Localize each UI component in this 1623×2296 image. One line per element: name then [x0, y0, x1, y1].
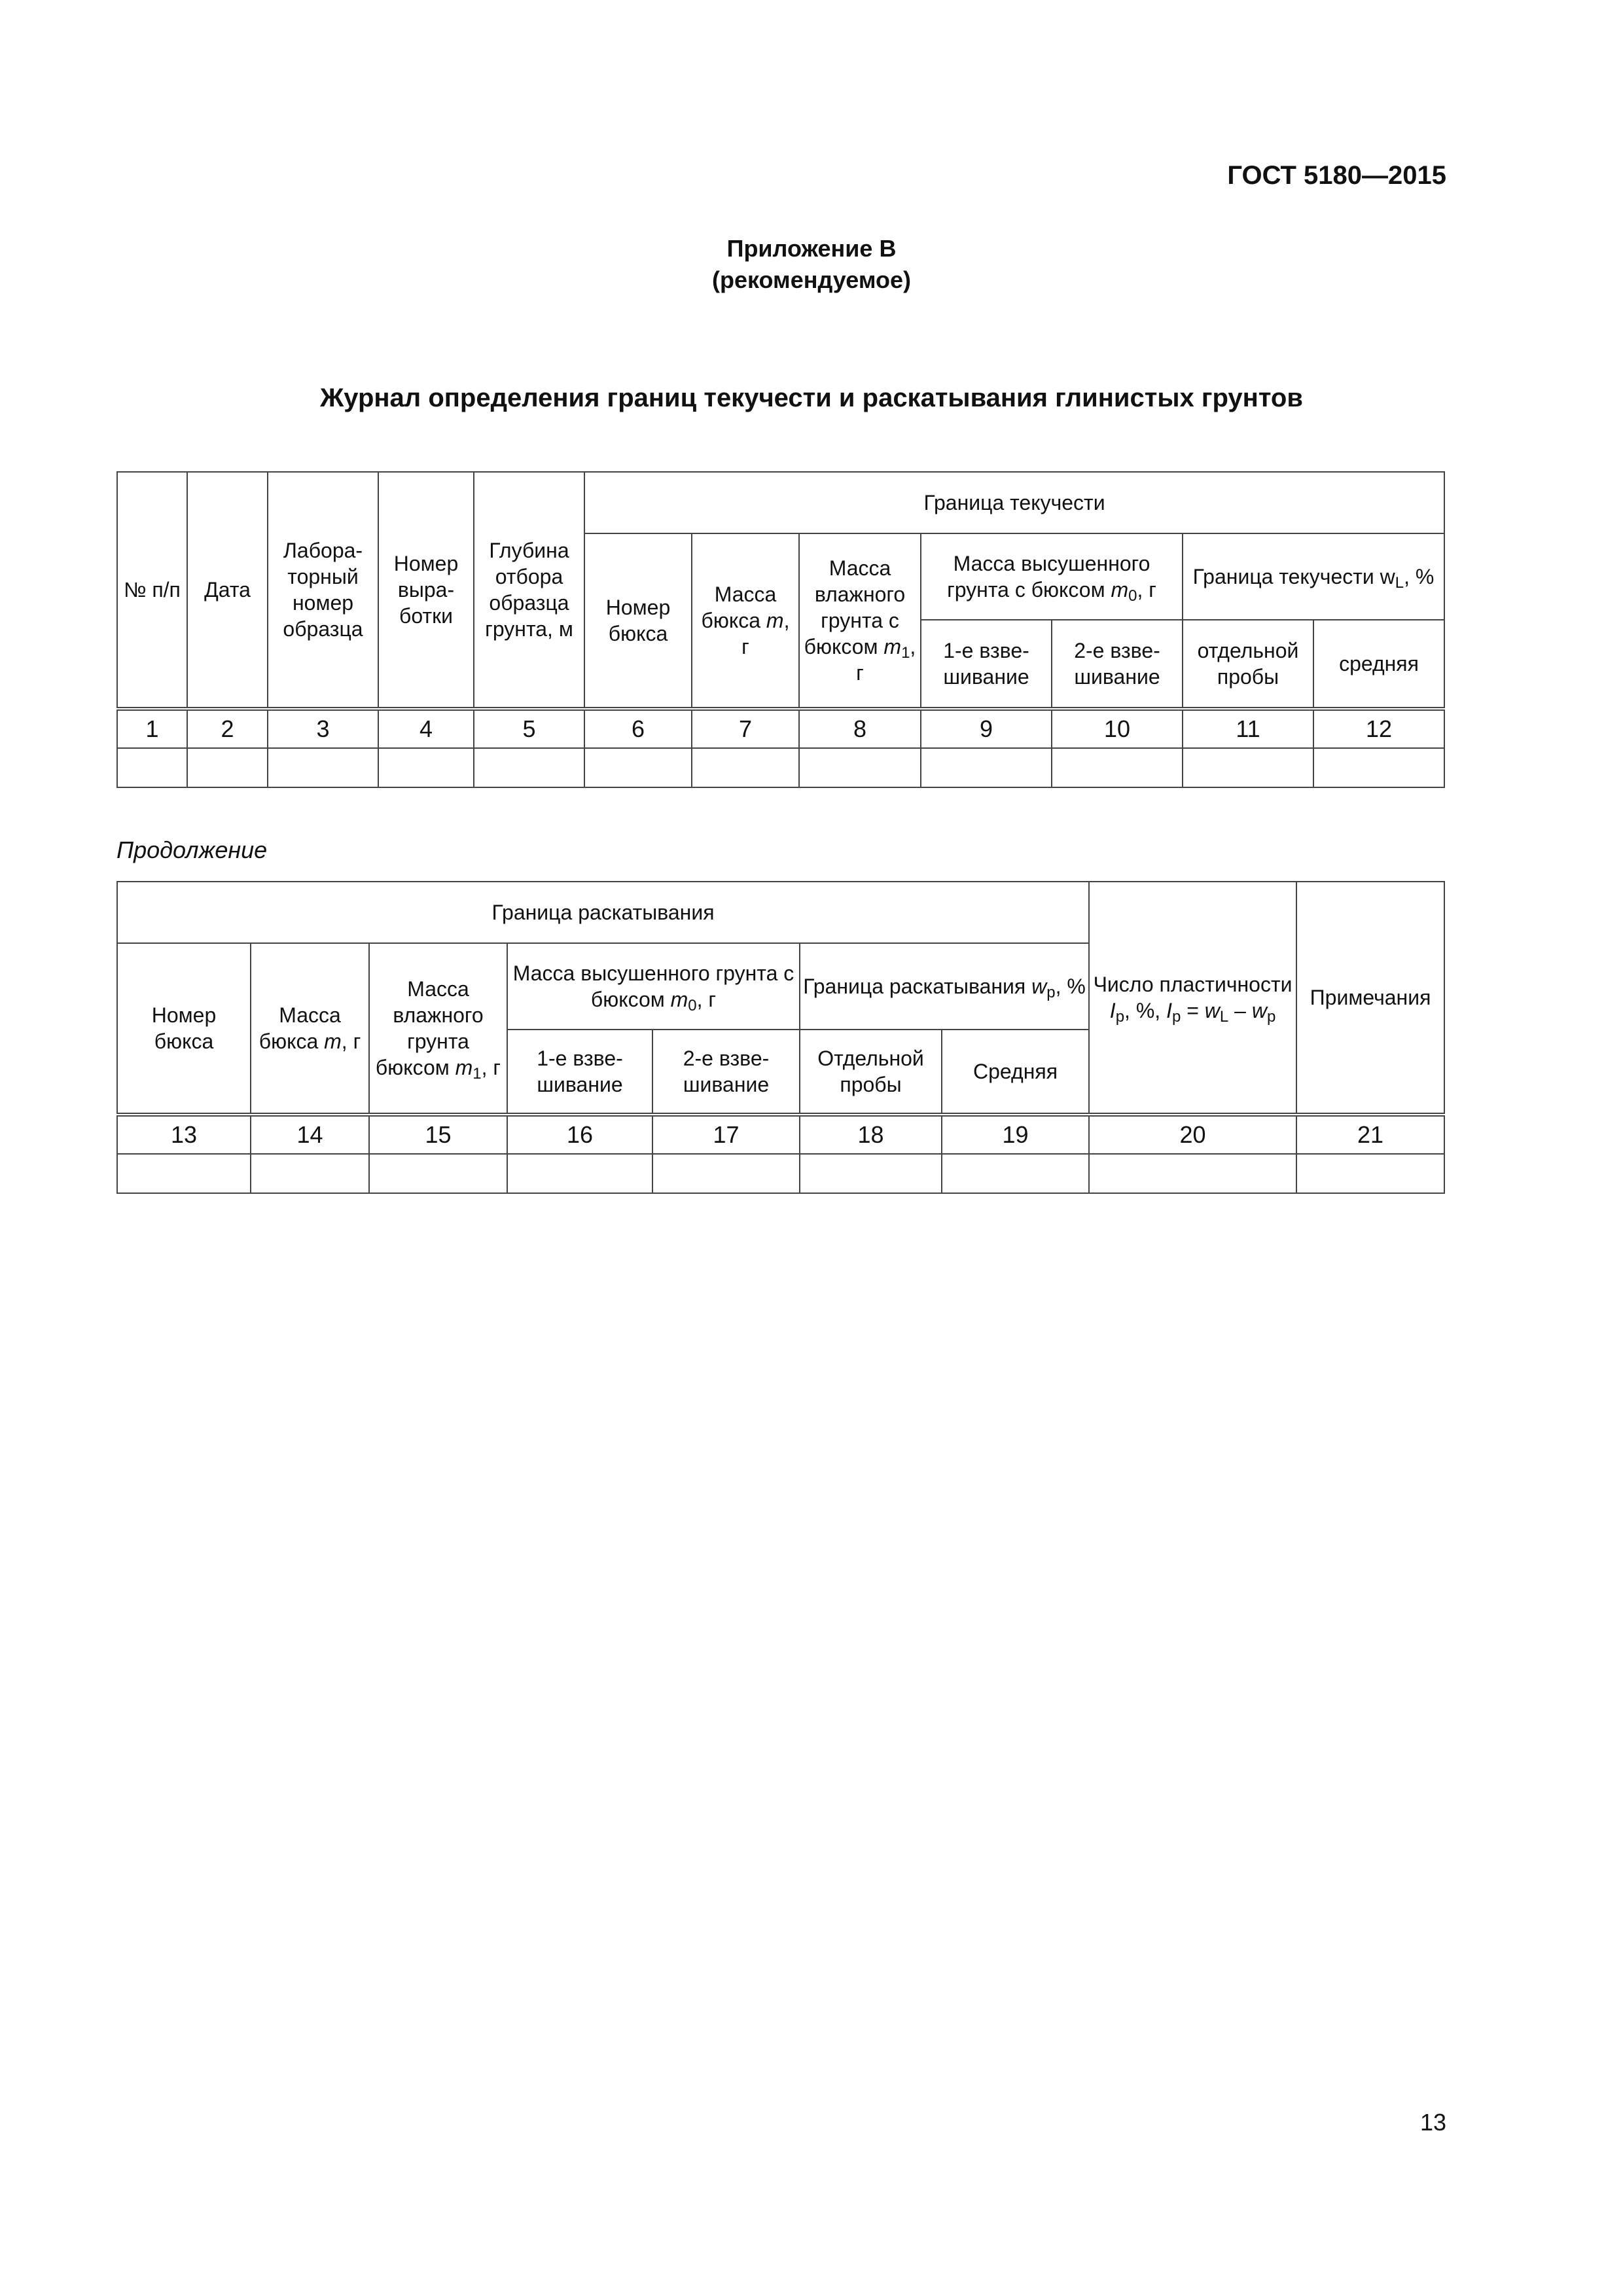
appendix-heading	[0, 233, 1623, 296]
empty-cell	[378, 748, 474, 787]
column-number: 17	[652, 1115, 800, 1154]
col-cup-number-header: Номер бюкса	[117, 943, 251, 1115]
column-number: 5	[474, 709, 584, 748]
pi-subscript-2: p	[1171, 1008, 1181, 1026]
standard-code: ГОСТ 5180—2015	[1227, 161, 1446, 190]
column-numbers-row	[117, 709, 1444, 748]
group-dry-mass	[921, 533, 1183, 620]
col-plasticity-index-header	[1089, 882, 1296, 1115]
col-average-header: Средняя	[942, 1030, 1089, 1115]
pi-symbol-2: I	[1166, 999, 1172, 1022]
dry-mass-unit: , г	[696, 988, 717, 1011]
group-liquid-limit-value	[1183, 533, 1444, 620]
column-numbers-row	[117, 1115, 1444, 1154]
wet-mass-text: Масса влажного грунта с бюксом	[804, 556, 906, 658]
column-number: 11	[1183, 709, 1313, 748]
col-date-header: Дата	[187, 472, 268, 709]
column-number: 4	[378, 709, 474, 748]
cup-mass-text: Масса бюкса	[259, 1003, 341, 1053]
pi-wl-subscript: L	[1219, 1008, 1229, 1026]
col-weighing2-header: 2-е взве-шивание	[1052, 620, 1183, 709]
column-number: 7	[692, 709, 799, 748]
column-number: 1	[117, 709, 187, 748]
col-number-header: № п/п	[117, 472, 187, 709]
empty-cell	[507, 1154, 652, 1193]
wet-mass-unit: , г	[856, 635, 916, 685]
empty-cell	[251, 1154, 369, 1193]
wet-mass-subscript: 1	[473, 1065, 482, 1083]
cup-mass-text: Масса бюкса	[701, 583, 777, 632]
col-single-sample-header: отдельной пробы	[1183, 620, 1313, 709]
col-cup-number-header: Номер бюкса	[584, 533, 692, 709]
col-wet-mass-header	[369, 943, 507, 1115]
plastic-limit-table	[116, 881, 1445, 1194]
empty-data-row	[117, 1154, 1444, 1193]
col-average-header: средняя	[1313, 620, 1444, 709]
dry-mass-symbol: m	[670, 988, 688, 1011]
col-notes-header: Примечания	[1296, 882, 1444, 1115]
wet-mass-unit: , г	[481, 1056, 501, 1079]
appendix-title: Приложение В	[726, 235, 897, 262]
wp-text: Граница раскатывания	[803, 975, 1032, 998]
pi-subscript: p	[1115, 1008, 1125, 1026]
empty-cell	[268, 748, 378, 787]
column-number: 8	[799, 709, 921, 748]
dry-mass-subscript: 0	[688, 997, 697, 1014]
wet-mass-subscript: 1	[901, 644, 910, 662]
group-liquid-limit: Граница текучести	[584, 472, 1444, 533]
pi-symbol: I	[1109, 999, 1116, 1022]
col-cup-mass-header	[692, 533, 799, 709]
column-number: 3	[268, 709, 378, 748]
wet-mass-symbol: m	[883, 635, 902, 658]
dry-mass-unit: , г	[1137, 578, 1156, 601]
wp-symbol: w	[1031, 975, 1047, 998]
empty-cell	[584, 748, 692, 787]
group-plastic-limit: Граница раскатывания	[117, 882, 1089, 943]
empty-cell	[800, 1154, 942, 1193]
wet-mass-text: Масса влажного грунта бюксом	[375, 977, 484, 1079]
empty-cell	[1296, 1154, 1444, 1193]
dry-mass-subscript: 0	[1128, 587, 1137, 605]
empty-cell	[117, 748, 187, 787]
journal-title: Журнал определения границ текучести и раскатывания глинистых грунтов	[320, 384, 1303, 412]
column-number: 10	[1052, 709, 1183, 748]
wp-unit: , %	[1055, 975, 1086, 998]
empty-cell	[1313, 748, 1444, 787]
column-number: 20	[1089, 1115, 1296, 1154]
dry-mass-text: Масса высушенного грунта с бюксом	[512, 961, 794, 1011]
group-plastic-limit-value	[800, 943, 1089, 1030]
wl-unit: , %	[1404, 565, 1435, 588]
empty-cell	[187, 748, 268, 787]
column-number: 12	[1313, 709, 1444, 748]
col-weighing2-header: 2-е взве-шивание	[652, 1030, 800, 1115]
col-wet-mass-header	[799, 533, 921, 709]
wp-subscript: p	[1046, 984, 1056, 1001]
pi-comma: ,	[1124, 999, 1130, 1022]
pi-unit: %,	[1135, 999, 1167, 1022]
column-number: 21	[1296, 1115, 1444, 1154]
pi-text: Число пластичности	[1093, 973, 1293, 996]
empty-data-row	[117, 748, 1444, 787]
pi-wp-symbol: w	[1251, 999, 1267, 1022]
pi-wl-symbol: w	[1204, 999, 1220, 1022]
pi-equals: =	[1181, 999, 1205, 1022]
liquid-limit-table	[116, 471, 1445, 788]
column-number: 16	[507, 1115, 652, 1154]
col-lab-number-header: Лабора-торный номер образца	[268, 472, 378, 709]
empty-cell	[474, 748, 584, 787]
column-number: 2	[187, 709, 268, 748]
dry-mass-text: Масса высушенного грунта с бюксом	[947, 552, 1150, 601]
wet-mass-symbol: m	[455, 1056, 473, 1079]
column-number: 15	[369, 1115, 507, 1154]
empty-cell	[369, 1154, 507, 1193]
empty-cell	[117, 1154, 251, 1193]
column-number: 18	[800, 1115, 942, 1154]
column-number: 9	[921, 709, 1052, 748]
empty-cell	[1183, 748, 1313, 787]
col-weighing1-header: 1-е взве-шивание	[507, 1030, 652, 1115]
group-dry-mass	[507, 943, 800, 1030]
pi-wp-subscript: p	[1266, 1008, 1276, 1026]
appendix-note: (рекомендуемое)	[712, 266, 911, 293]
col-depth-header: Глубина отбора образца грунта, м	[474, 472, 584, 709]
empty-cell	[1089, 1154, 1296, 1193]
empty-cell	[799, 748, 921, 787]
empty-cell	[921, 748, 1052, 787]
col-weighing1-header: 1-е взве-шивание	[921, 620, 1052, 709]
pi-minus: –	[1228, 999, 1252, 1022]
empty-cell	[1052, 748, 1183, 787]
col-cup-mass-header	[251, 943, 369, 1115]
column-number: 14	[251, 1115, 369, 1154]
col-single-sample-header: Отдельной пробы	[800, 1030, 942, 1115]
column-number: 19	[942, 1115, 1089, 1154]
cup-mass-symbol: m	[324, 1030, 342, 1053]
cup-mass-symbol: m	[766, 609, 784, 632]
dry-mass-symbol: m	[1111, 578, 1129, 601]
continuation-label: Продолжение	[116, 836, 268, 863]
column-number: 6	[584, 709, 692, 748]
column-number: 13	[117, 1115, 251, 1154]
wl-text: Граница текучести w	[1192, 565, 1395, 588]
empty-cell	[942, 1154, 1089, 1193]
cup-mass-unit: , г	[741, 609, 790, 658]
page-number: 13	[1419, 2109, 1446, 2136]
cup-mass-unit: , г	[341, 1030, 361, 1053]
wl-subscript: L	[1395, 574, 1404, 592]
empty-cell	[692, 748, 799, 787]
empty-cell	[652, 1154, 800, 1193]
col-working-number-header: Номер выра-ботки	[378, 472, 474, 709]
